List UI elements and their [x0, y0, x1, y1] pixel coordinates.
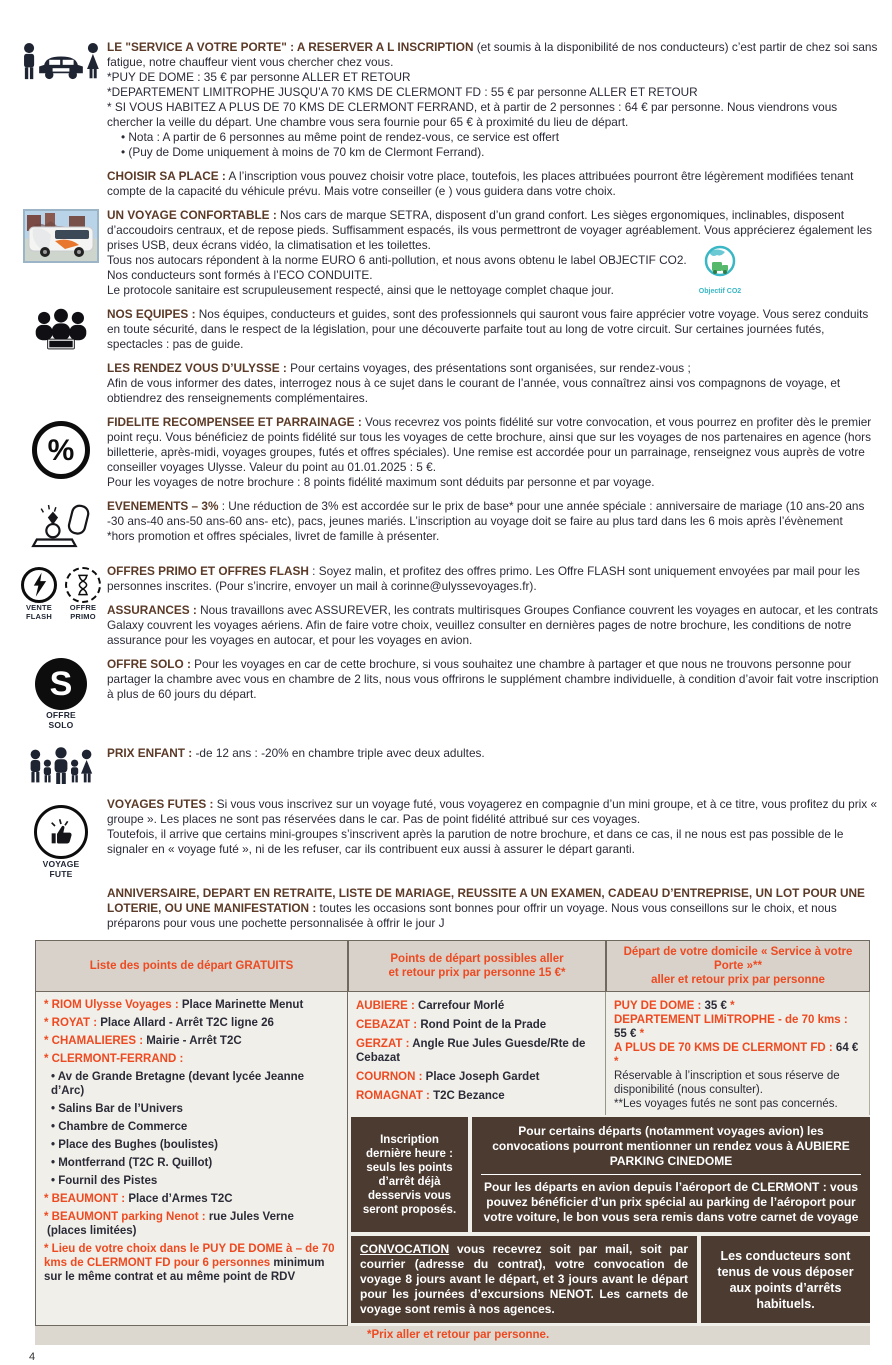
- info-boxes-row2: [348, 1234, 870, 1326]
- avion-info-2: Pour les départs en avion depuis l’aéroport de CLERMONT : vous pouvez bénéficier d’un prix spécial au parking de l’aéroport pour votre voiture, le bon vous sera remis dans votre carnet de voyage: [483, 1180, 859, 1224]
- section-body: Pour les voyages en car de cette brochure, si vous souhaitez une chambre à partager et que nous ne trouvons personne pour partager la chambre avec vous en chambre de 2 lits, nous vous offrirons le supplément chambre individuelle, à condition d’avoir fait votre inscription à plus de 60 jours du départ.: [107, 657, 879, 701]
- voyage-fute-label: VOYAGE: [42, 859, 80, 869]
- free-point: * CHAMALIERES : Mairie - Arrêt T2C: [44, 1035, 242, 1047]
- section-voyages-futes: [15, 797, 880, 877]
- clermont-stop: • Place des Bughes (boulistes): [51, 1139, 218, 1151]
- point-15e: COURNON : Place Joseph Gardet: [356, 1071, 540, 1083]
- voyage-fute-icon: [34, 805, 88, 859]
- convocation-box: [351, 1236, 697, 1323]
- paragraph: Afin de vous informer des dates, interrogez nous à ce sujet dans le courant de l’année, vous connaîtrez ainsi vos compagnons de voyage, et obtiendrez des renseignements complémentaires.: [107, 376, 841, 405]
- avion-info-box: [472, 1117, 870, 1232]
- objectif-co2-logo: [690, 244, 750, 297]
- section-heading: EVENEMENTS – 3%: [107, 499, 219, 513]
- offre-primo-icon: [65, 567, 101, 603]
- voyage-fute-label2: FUTE: [49, 868, 73, 879]
- section-body: Vous recevrez vos points fidélité sur votre convocation, et vous pourrez en profiter dès le premier point reçu. Vous bénéficiez de points fidélité sur tous les voyages de cette brochure, ainsi que sur les voyages de nos partenaires en agence (hors billetterie, après-midi, voyages groupes, futés et offres spéciales). Une remise est accordée pour un parrainage, renseignez vous auprès de votre conseiller voyages Ulysse. Valeur du point au 01.01.2025 : 5 €.: [107, 415, 872, 474]
- vente-flash-icon: [21, 567, 57, 603]
- section-body: A l’inscription vous pouvez choisir votre place, toutefois, les places attribuées pourront être légèrement modifiées tenant compte de la capacité du véhicule prévu. Mais votre conseiller (e ) vous guidera dans votre choix.: [107, 169, 854, 198]
- percent-glyph: %: [47, 433, 75, 467]
- points-15e-cell: [348, 992, 606, 1115]
- note-bullet: • (Puy de Dome uniquement à moins de 70 km de Clermont Ferrand).: [121, 145, 485, 159]
- section-rendez-vous: [15, 361, 880, 406]
- convocation-label: CONVOCATION: [360, 1242, 450, 1256]
- price-row: DEPARTEMENT LIMiTROPHE - de 70 kms : 55 € *: [614, 1014, 848, 1040]
- section-heading: CHOISIR SA PLACE :: [107, 169, 226, 183]
- convocation-text: vous recevrez soit par mail, soit par courrier (adresse du contrat), votre convocation de voyage 8 jours avant le départ, et 3 jours avant le départ pour les journées d’excursions NENOT. Les carnets de voyage sont remis à nos agences.: [360, 1242, 688, 1316]
- section-heading: UN VOYAGE CONFORTABLE :: [107, 208, 277, 222]
- avion-info-1: Pour certains départs (notamment voyages avion) les convocations pourront mentionner un rendez vous à AUBIERE PARKING CINEDOME: [481, 1124, 861, 1175]
- section-heading: NOS EQUIPES :: [107, 307, 196, 321]
- paragraph: Pour les voyages de notre brochure : 8 points fidélité maximum sont déduits par personne et par voyage.: [107, 475, 655, 489]
- car-with-people-icon: [19, 41, 103, 87]
- section-body: : Une réduction de 3% est accordée sur le prix de base* pour une année spéciale : anniversaire de mariage (10 ans-20 ans -30 ans-40 ans-50 ans-60 ans- etc), pacs, jeunes mariés. L’inscription au voyage doit se faire au plus tard dans les 6 mois après l’évènement: [107, 499, 865, 528]
- price-row: PUY DE DOME : 35 € *: [614, 1000, 735, 1012]
- free-point: * ROYAT : Place Allard - Arrêt T2C ligne 26: [44, 1017, 274, 1029]
- paragraph: *hors promotion et offres spéciales, livret de famille à présenter.: [107, 529, 440, 543]
- paragraph: Nos conducteurs sont formés à l’ECO CONDUITE.: [107, 268, 373, 282]
- free-point: * CLERMONT-FERRAND :: [44, 1053, 184, 1065]
- ring-box-icon: [15, 500, 107, 554]
- paragraph: Toutefois, il arrive que certains mini-groupes s’inscrivent après la parution de notre brochure, et dans ce cas, il ne nous est pas possible de le signaler en « voyage futé », ni de les refuser, car ils contribuent eux aussi à assurer le départ garanti.: [107, 827, 844, 856]
- places-limitees-note: (places limitées): [47, 1225, 137, 1237]
- free-point: * BEAUMONT : Place d’Armes T2C: [44, 1193, 233, 1205]
- offre-primo-label2: PRIMO: [70, 611, 96, 621]
- price-row: A PLUS DE 70 KMS DE CLERMONT FD : 64 € *: [614, 1042, 859, 1068]
- price-line: *DEPARTEMENT LIMITROPHE JUSQU’A 70 KMS DE CLERMONT FD : 55 € par personne ALLER ET RETOUR: [107, 85, 698, 99]
- clermont-stop: • Av de Grande Bretagne (devant lycée Jeanne d’Arc): [51, 1071, 305, 1097]
- section-service-porte: [15, 40, 880, 160]
- point-15e: GERZAT : Angle Rue Jules Guesde/Rte de Cebazat: [356, 1038, 586, 1064]
- section-prix-enfant: [15, 746, 880, 788]
- section-intro: (et soumis à la disponibilité de nos conducteurs) c’est partir de chez soi sans fatigue, notre chauffeur vient vous chercher chez vous.: [107, 40, 878, 69]
- note-bullet: • Nota : A partir de 6 personnes au même point de rendez-vous, ce service est offert: [121, 130, 560, 144]
- free-point: * RIOM Ulysse Voyages : Place Marinette Menut: [44, 999, 304, 1011]
- section-nos-equipes: [15, 307, 880, 352]
- drivers-box: Les conducteurs sont tenus de vous déposer aux points d’arrêts habituels.: [701, 1236, 870, 1323]
- domicile-prices-cell: [606, 992, 870, 1115]
- point-15e: ROMAGNAT : T2C Bezance: [356, 1090, 505, 1102]
- offre-solo-label: OFFRE: [46, 710, 76, 720]
- section-heading: ANNIVERSAIRE, DEPART EN RETRAITE, LISTE DE MARIAGE, REUSSITE A UN EXAMEN, CADEAU D’ENTREPRISE, UN LOT POUR UNE LOTERIE, OU UNE MANIFESTATION :: [107, 886, 865, 915]
- bus-photo: [23, 209, 99, 263]
- solo-letter: S: [49, 664, 73, 703]
- section-body: Si vous vous inscrivez sur un voyage futé, vous voyagerez en compagnie d’un mini groupe, et à ce titre, vous profitez du prix « groupe ». Les places ne sont pas réservées dans le car. Pas de point fidélité attribué sur ces voyages.: [107, 797, 878, 826]
- section-fidelite: [15, 415, 880, 490]
- co2-label: Objectif CO2: [698, 288, 742, 295]
- offre-solo-icon: [35, 658, 87, 710]
- percent-icon: [32, 421, 90, 479]
- point-15e: CEBAZAT : Rond Point de la Prade: [356, 1019, 547, 1031]
- last-minute-box: Inscription dernière heure : seuls les points d’arrêt déjà desservis vous seront proposés.: [351, 1117, 468, 1232]
- table-header-15e: Points de départ possibles aller et retour prix par personne 15 €*: [348, 940, 606, 992]
- section-body: toutes les occasions sont bonnes pour offrir un voyage. Nous vous conseillons sur le choix, et nous préparons pour vous une pochette personnalisée à offrir le jour J: [107, 901, 837, 930]
- section-voyage-confortable: [15, 208, 880, 298]
- free-points-cell: [35, 992, 348, 1326]
- section-heading: LES RENDEZ VOUS D’ULYSSE :: [107, 361, 287, 375]
- section-heading: OFFRES PRIMO ET OFFRES FLASH: [107, 564, 309, 578]
- section-heading: PRIX ENFANT :: [107, 746, 193, 760]
- section-body: Nos équipes, conducteurs et guides, sont des professionnels qui sauront vous faire apprécier votre voyage. Vous serez conduits en toute sécurité, dans le respect de la législation, pour une découverte parfaite tout au long de votre circuit. Sur certaines journées futés, spectacles : pas de guide.: [107, 307, 869, 351]
- section-assurances: [15, 603, 880, 648]
- offre-primo-label: OFFRE: [69, 603, 97, 612]
- page-number: 4: [29, 1351, 36, 1363]
- paragraph: Tous nos autocars répondent à la norme EURO 6 anti-pollution, et nous avons obtenu le label OBJECTIF CO2.: [107, 253, 687, 267]
- section-heading: FIDELITE RECOMPENSEE ET PARRAINAGE :: [107, 415, 362, 429]
- table-footnote: *Prix aller et retour par personne.: [35, 1326, 870, 1345]
- section-body: Nos cars de marque SETRA, disposent d’un grand confort. Les sièges ergonomiques, inclinables, disposent d’accoudoirs centraux, et de repose pieds. Suffisamment espacés, ils vous permettront de voyager agréablement. Vous apprécierez également les prises USB, deux écrans vidéo, la climatisation et les toilettes.: [107, 208, 873, 252]
- home-pickup-icon: [15, 41, 107, 87]
- lieu-choix-note: * Lieu de votre choix dans le PUY DE DOME à – de 70 kms de CLERMONT FD pour 6 personnes minimum sur le même contrat et au même point de RDV: [44, 1243, 335, 1283]
- section-heading: ASSURANCES :: [107, 603, 197, 617]
- vente-flash-label: VENTE: [25, 603, 52, 612]
- section-body: : Soyez malin, et profitez des offres primo. Les Offre FLASH sont uniquement envoyées par mail pour les personnes inscrites. (Pour s’incrire, envoyer un mail à corinne@ulyssevoyages.fr).: [107, 564, 860, 593]
- point-15e: AUBIERE : Carrefour Morlé: [356, 1000, 505, 1012]
- price-line: *PUY DE DOME : 35 € par personne ALLER ET RETOUR: [107, 70, 411, 84]
- clermont-stop: • Montferrand (T2C R. Quillot): [51, 1157, 213, 1169]
- section-evenements: [15, 499, 880, 555]
- price-note: **Les voyages futés ne sont pas concernés.: [614, 1098, 838, 1110]
- vente-flash-label2: FLASH: [25, 611, 52, 621]
- section-body: -de 12 ans : -20% en chambre triple avec deux adultes.: [192, 746, 485, 760]
- info-boxes-row1: [348, 1115, 870, 1234]
- team-icon: [15, 308, 107, 354]
- clermont-stop: • Fournil des Pistes: [51, 1175, 158, 1187]
- section-heading: LE "SERVICE A VOTRE PORTE" : A RESERVER A L INSCRIPTION: [107, 40, 474, 54]
- price-line: * SI VOUS HABITEZ A PLUS DE 70 KMS DE CLERMONT FERRAND, et à partir de 2 personnes : 64 € par personne. Nous viendrons vous chercher la veille du départ. Une chambre vous sera fournie pour 65 € à proximité du lieu de départ.: [107, 100, 838, 129]
- table-header-domicile: Départ de votre domicile « Service à votre Porte »** aller et retour prix par personne: [606, 940, 870, 992]
- table-header-free: Liste des points de départ GRATUITS: [35, 940, 348, 992]
- clermont-stop: • Salins Bar de l’Univers: [51, 1103, 183, 1115]
- free-point: * BEAUMONT parking Nenot : rue Jules Verne: [44, 1211, 294, 1223]
- section-offre-solo: [15, 657, 880, 737]
- clermont-stop: • Chambre de Commerce: [51, 1121, 188, 1133]
- offre-solo-label2: SOLO: [48, 719, 74, 730]
- section-choisir-sa-place: [15, 169, 880, 199]
- paragraph: Le protocole sanitaire est scrupuleusement respecté, ainsi que le nettoyage complet chaque jour.: [107, 283, 614, 297]
- section-body: Nous travaillons avec ASSUREVER, les contrats multirisques Groupes Confiance couvrent les voyages en autocar, et les contrats Galaxy couvrent les voyages aériens. Afin de faire votre choix, veuillez consulter en dernières pages de notre brochure, les conditions de notre assurance pour les voyages en autocar, et pour les voyages en avion.: [107, 603, 879, 647]
- price-note: Réservable à l’inscription et sous réserve de disponibilité (nous consulter).: [614, 1070, 840, 1096]
- section-heading: VOYAGES FUTES :: [107, 797, 214, 811]
- section-body: Pour certains voyages, des présentations sont organisées, sur rendez-vous ;: [286, 361, 691, 375]
- family-icon: [15, 747, 107, 789]
- departure-points-table: [35, 940, 870, 1345]
- section-anniversaire: [15, 886, 880, 931]
- section-heading: OFFRE SOLO :: [107, 657, 191, 671]
